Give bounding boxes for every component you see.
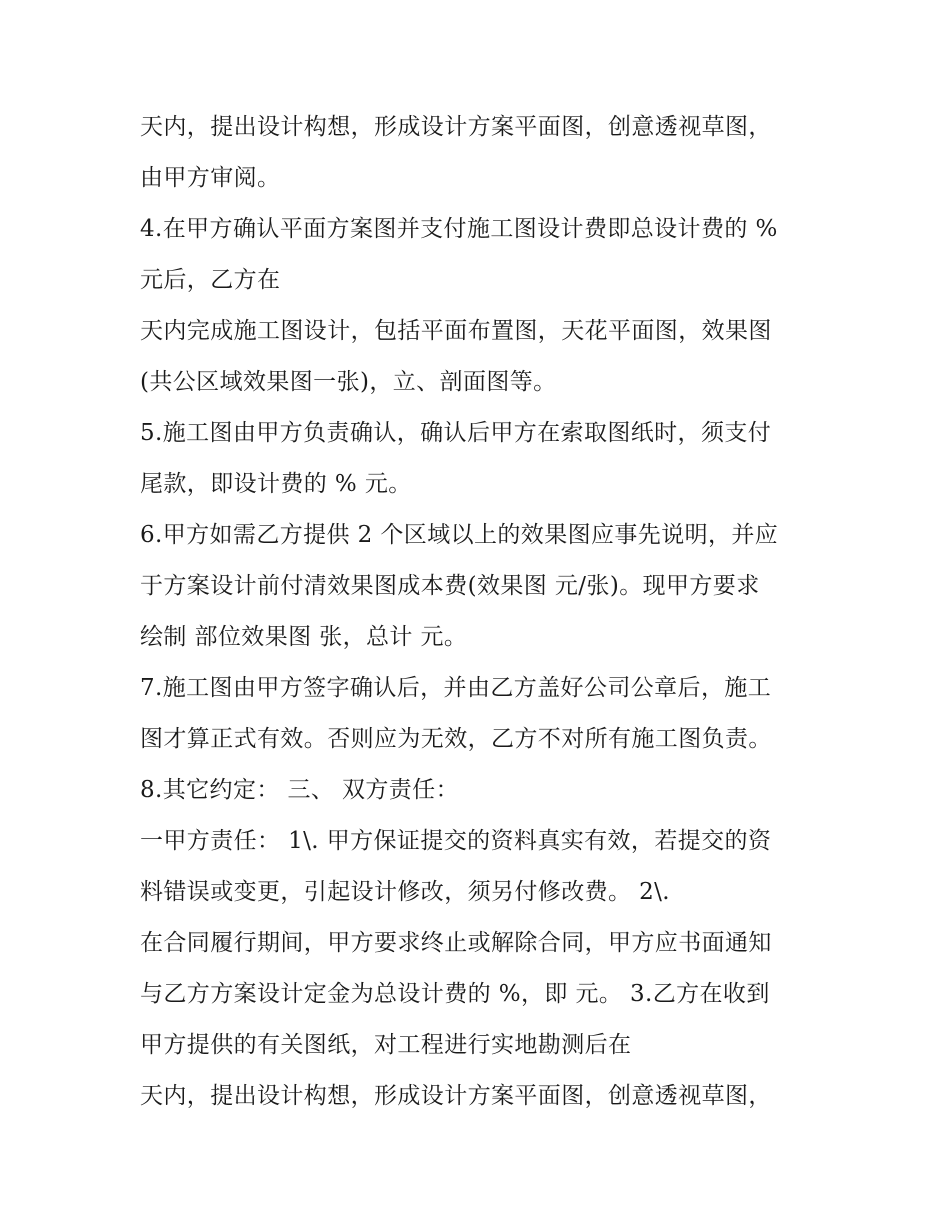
text-line: 4.在甲方确认平面方案图并支付施工图设计费即总设计费的 % (140, 216, 778, 242)
text-line: 6.甲方如需乙方提供 2 个区域以上的效果图应事先说明，并应 (140, 522, 779, 548)
text-line: 天内，提出设计构想，形成设计方案平面图，创意透视草图， (140, 114, 772, 140)
text-line: 料错误或变更，引起设计修改，须另付修改费。 2\. (140, 879, 671, 905)
text-line: 元后，乙方在 (140, 267, 281, 293)
text-line: 甲方提供的有关图纸，对工程进行实地勘测后在 (140, 1032, 632, 1058)
text-line: 在合同履行期间，甲方要求终止或解除合同，甲方应书面通知 (140, 930, 772, 956)
text-line: 7.施工图由甲方签字确认后，并由乙方盖好公司公章后，施工 (140, 675, 772, 701)
contract-body-text (140, 102, 830, 1122)
text-line: 图才算正式有效。否则应为无效，乙方不对所有施工图负责。 (140, 726, 772, 752)
text-line: 尾款，即设计费的 % 元。 (140, 471, 412, 497)
text-line: 8.其它约定： 三、 双方责任： (140, 777, 459, 803)
text-line: 天内完成施工图设计，包括平面布置图，天花平面图，效果图 (140, 318, 772, 344)
text-line: 于方案设计前付清效果图成本费(效果图 元/张)。现甲方要求 (140, 573, 760, 599)
text-line: 由甲方审阅。 (140, 165, 281, 191)
text-line: 5.施工图由甲方负责确认，确认后甲方在索取图纸时，须支付 (140, 420, 772, 446)
text-line: 一甲方责任： 1\. 甲方保证提交的资料真实有效，若提交的资 (140, 828, 772, 854)
text-line: (共公区域效果图一张)，立、剖面图等。 (140, 369, 557, 395)
text-line: 绘制 部位效果图 张，总计 元。 (140, 624, 468, 650)
text-line: 与乙方方案设计定金为总设计费的 %，即 元。 3.乙方在收到 (140, 981, 770, 1007)
text-line: 天内，提出设计构想，形成设计方案平面图，创意透视草图， (140, 1083, 772, 1109)
